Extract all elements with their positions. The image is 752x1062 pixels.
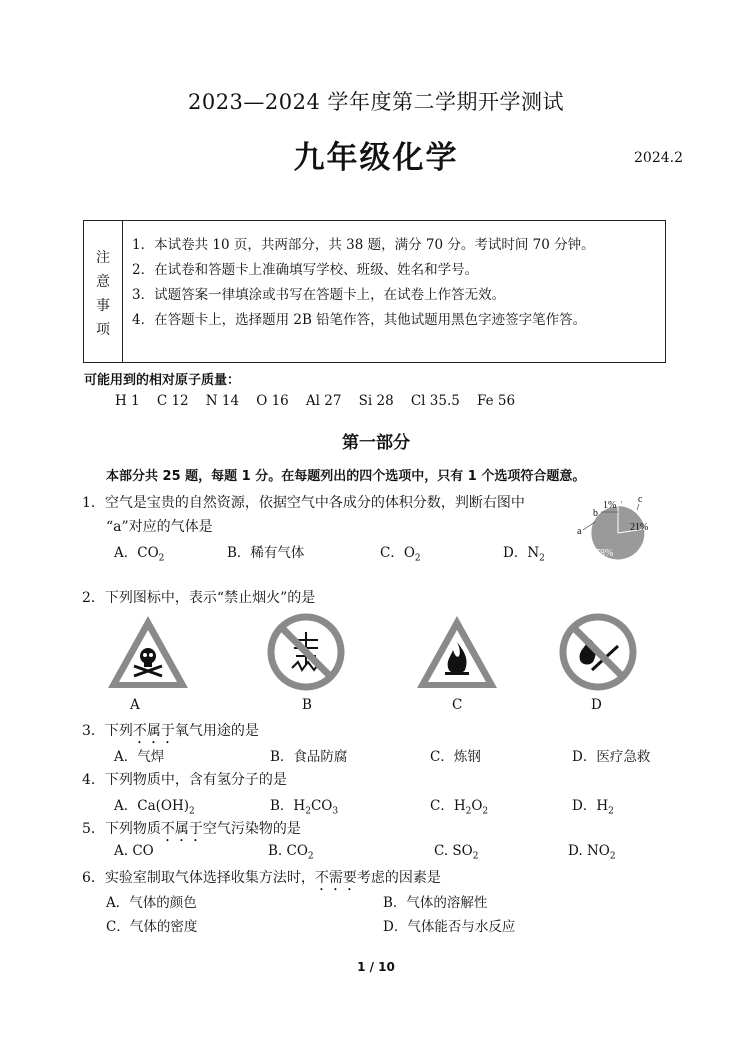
- q4-option-c: C．$H_2O_2$: [430, 798, 489, 817]
- notice-label: [84, 221, 123, 362]
- q2-label-a: A: [130, 697, 140, 713]
- q3-option-b: B．食品防腐: [270, 749, 348, 765]
- no-firecrackers-icon: [266, 612, 346, 692]
- q3-option-c: C．炼钢: [430, 749, 481, 765]
- q4-option-b: B．$H_2CO_3$: [270, 798, 339, 817]
- atomic-mass-label: 可能用到的相对原子质量：: [84, 373, 241, 388]
- part-intro: 本部分共 25 题，每题 1 分。在每题列出的四个选项中，只有 1 个选项符合题意。: [106, 469, 586, 484]
- subject-title: 九年级化学: [293, 140, 459, 176]
- q5-option-c: C. $SO_2$: [434, 843, 479, 862]
- q2-stem: 2．下列图标中，表示“禁止烟火”的是: [82, 590, 316, 606]
- toxic-warning-icon: [104, 612, 192, 692]
- q1-option-b: B．稀有气体: [227, 545, 305, 561]
- notice-item: 4．在答题卡上，选择题用 2B 铅笔作答，其他试题用黑色字迹签字笔作答。: [132, 312, 587, 328]
- q2-label-b: B: [302, 697, 312, 713]
- pie-label-a: a: [577, 526, 582, 537]
- pie-label-78pct: 78%: [595, 548, 614, 559]
- flammable-warning-icon: [413, 612, 501, 692]
- pie-label-21pct: 21%: [630, 522, 649, 533]
- pie-slice-1: [621, 501, 623, 504]
- exam-date: 2024.2: [634, 150, 683, 166]
- q4-option-d: D．$H_2$: [572, 798, 614, 817]
- q4-option-a: A．$Ca(OH)_2$: [114, 798, 195, 817]
- q5-option-b: B. $CO_2$: [268, 843, 314, 862]
- q6-option-a: A．气体的颜色: [106, 895, 197, 911]
- notice-label-char: 意: [96, 274, 110, 290]
- part-title: 第一部分: [342, 433, 410, 453]
- page-number: 1 / 10: [357, 960, 395, 974]
- q3-option-a: A．气焊: [114, 749, 165, 765]
- q1-option-d: D．$N_2$: [503, 545, 545, 564]
- q3-option-d: D．医疗急救: [572, 749, 651, 765]
- pie-label-b: b: [593, 508, 598, 519]
- notice-label-char: 事: [96, 298, 110, 314]
- notice-box: [83, 220, 666, 363]
- q6-stem: 6．实验室制取气体选择收集方法时，不需要考虑的因素是: [82, 870, 441, 886]
- q5-option-d: D. $NO_2$: [568, 843, 616, 862]
- q3-stem: 3．下列不属于氧气用途的是: [82, 723, 259, 739]
- pie-label-c: c: [638, 494, 643, 505]
- q4-stem: 4．下列物质中，含有氢分子的是: [82, 772, 287, 788]
- exam-title: 2023—2024 学年度第二学期开学测试: [187, 90, 565, 114]
- q1-stem-line1: 1．空气是宝贵的自然资源，依据空气中各成分的体积分数，判断右图中: [82, 495, 525, 511]
- notice-item: 1．本试卷共 10 页，共两部分，共 38 题，满分 70 分。考试时间 70 分钟。: [132, 237, 595, 253]
- atomic-mass-values: H 1 C 12 N 14 O 16 Al 27 Si 28 Cl 35.5 Fe 56: [115, 393, 516, 409]
- notice-label-char: 项: [96, 322, 110, 338]
- notice-label-char: 注: [96, 250, 110, 266]
- q1-option-c: C．$O_2$: [380, 545, 421, 564]
- no-open-flame-icon: [558, 612, 638, 692]
- q1-stem-line2: “a”对应的气体是: [106, 519, 213, 535]
- q6-option-c: C．气体的密度: [106, 919, 198, 935]
- air-composition-pie: [575, 492, 655, 576]
- q2-label-c: C: [452, 697, 463, 713]
- q6-option-b: B．气体的溶解性: [383, 895, 488, 911]
- q5-option-a: A. CO: [114, 843, 154, 859]
- q1-option-a: A．$CO_2$: [114, 545, 165, 564]
- pie-label-1pct: 1%: [603, 500, 617, 511]
- q5-stem: 5．下列物质不属于空气污染物的是: [82, 821, 301, 837]
- q6-option-d: D．气体能否与水反应: [383, 919, 516, 935]
- notice-item: 2．在试卷和答题卡上准确填写学校、班级、姓名和学号。: [132, 262, 479, 278]
- q2-label-d: D: [591, 697, 602, 713]
- notice-item: 3．试题答案一律填涂或书写在答题卡上，在试卷上作答无效。: [132, 287, 506, 303]
